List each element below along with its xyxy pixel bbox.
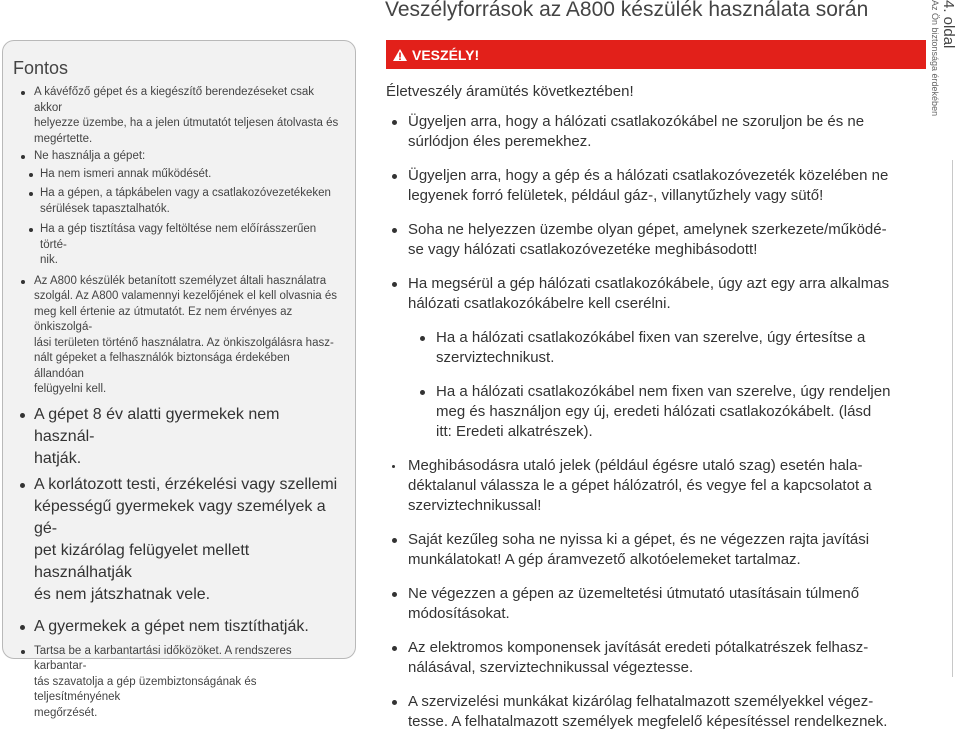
list-item: Az elektromos komponensek javítását eredeti pótalkatrészek felhasz- nálásával, szerviztechnikussal végeztesse. bbox=[386, 638, 906, 678]
list-item: A korlátozott testi, érzékelési vagy szellemi képességű gyermekek vagy személyek a gé- pet kizárólag felügyelet mellett használhatják és nem játszhatnak vele. bbox=[13, 474, 341, 606]
warning-triangle-icon bbox=[392, 48, 408, 62]
side-divider bbox=[952, 160, 953, 677]
list-item: Saját kezűleg soha ne nyissa ki a gépet, és ne végezzen rajta javítási munkálatokat! A gép áramvezető alkotóelemeket tartalmaz. bbox=[386, 530, 906, 570]
list-item: Soha ne helyezzen üzembe olyan gépet, amelynek szerkezete/működé- se vagy hálózati csatlakozóvezetéke meghibásodott! bbox=[386, 220, 906, 260]
sub-list-item: Ha a hálózati csatlakozókábel nem fixen van szerelve, úgy rendeljen meg és használjon egy új, eredeti hálózati csatlakozókábelt. (lásd itt: Eredeti alkatrészek). bbox=[386, 382, 906, 442]
page-title: Veszélyforrások az A800 készülék használata során bbox=[385, 0, 869, 21]
list-item: A gépet 8 év alatti gyermekek nem használ- hatják. bbox=[13, 404, 341, 470]
section-name: Az Ön biztonsága érdekében bbox=[930, 0, 940, 117]
list-item: Ügyeljen arra, hogy a gép és a hálózati csatlakozóvezeték közelében ne legyenek forró felületek, például gáz-, villanytűzhely vagy sütő! bbox=[386, 166, 906, 206]
danger-content bbox=[386, 82, 906, 732]
sub-list-item: Ha a gép tisztítása vagy feltöltése nem előírásszerűen törté- nik. bbox=[13, 222, 341, 269]
sub-list-item: Ha a gépen, a tápkábelen vagy a csatlakozóvezetékeken sérülések tapasztalhatók. bbox=[13, 186, 341, 217]
list-item: Az A800 készülék betanított személyzet általi használatra szolgál. Az A800 valamennyi kezelőjének el kell olvasnia és meg kell értenie az útmutatót. Ez nem érvényes az önkiszolgá- lási területen történő használatra. Az önkiszolgálásra hasz- nált gépeket a felhasználók biztonsága érdekében állandóan felügyelni kell. bbox=[13, 274, 341, 398]
sub-list-item: Ha nem ismeri annak működését. bbox=[13, 167, 341, 183]
page-number: 4. oldal bbox=[940, 0, 957, 49]
list-item: Ügyeljen arra, hogy a hálózati csatlakozókábel ne szoruljon be és ne súrlódjon éles peremekhez. bbox=[386, 112, 906, 152]
danger-intro: Életveszély áramütés következtében! bbox=[386, 83, 634, 100]
list-item: Ne végezzen a gépen az üzemeltetési útmutató utasításain túlmenő módosításokat. bbox=[386, 584, 906, 624]
list-item: Tartsa be a karbantartási időközöket. A rendszeres karbantar- tás szavatolja a gép üzembiztonságának és teljesítményének megőrzését. bbox=[13, 644, 341, 722]
list-item: A szervizelési munkákat kizárólag felhatalmazott személyekkel végez- tesse. A felhatalmazott személyek megfelelő képesítéssel rendelkeznek. bbox=[386, 692, 906, 732]
side-page-label bbox=[929, 0, 959, 120]
list-item: Ha megsérül a gép hálózati csatlakozókábele, úgy azt egy arra alkalmas hálózati csatlakozókábelre kell cserélni. bbox=[386, 274, 906, 314]
sub-list-item: Ha a hálózati csatlakozókábel fixen van szerelve, úgy értesítse a szerviztechnikust. bbox=[386, 328, 906, 368]
list-item: Meghibásodásra utaló jelek (például égésre utaló szag) esetén hala- déktalanul válassza le a gépet hálózatról, és vegye fel a kapcsolatot a szerviztechnikussal! bbox=[386, 456, 906, 516]
danger-label: VESZÉLY! bbox=[412, 46, 480, 63]
list-item: A kávéfőző gépet és a kiegészítő berendezéseket csak akkor helyezze üzembe, ha a jelen útmutatót teljesen átolvasta és megértette. bbox=[13, 85, 341, 147]
important-title: Fontos bbox=[13, 58, 69, 78]
list-item: Ne használja a gépet: bbox=[13, 149, 341, 165]
list-item: A gyermekek a gépet nem tisztíthatják. bbox=[13, 616, 341, 638]
danger-banner bbox=[386, 40, 926, 69]
important-info-box bbox=[2, 40, 356, 719]
